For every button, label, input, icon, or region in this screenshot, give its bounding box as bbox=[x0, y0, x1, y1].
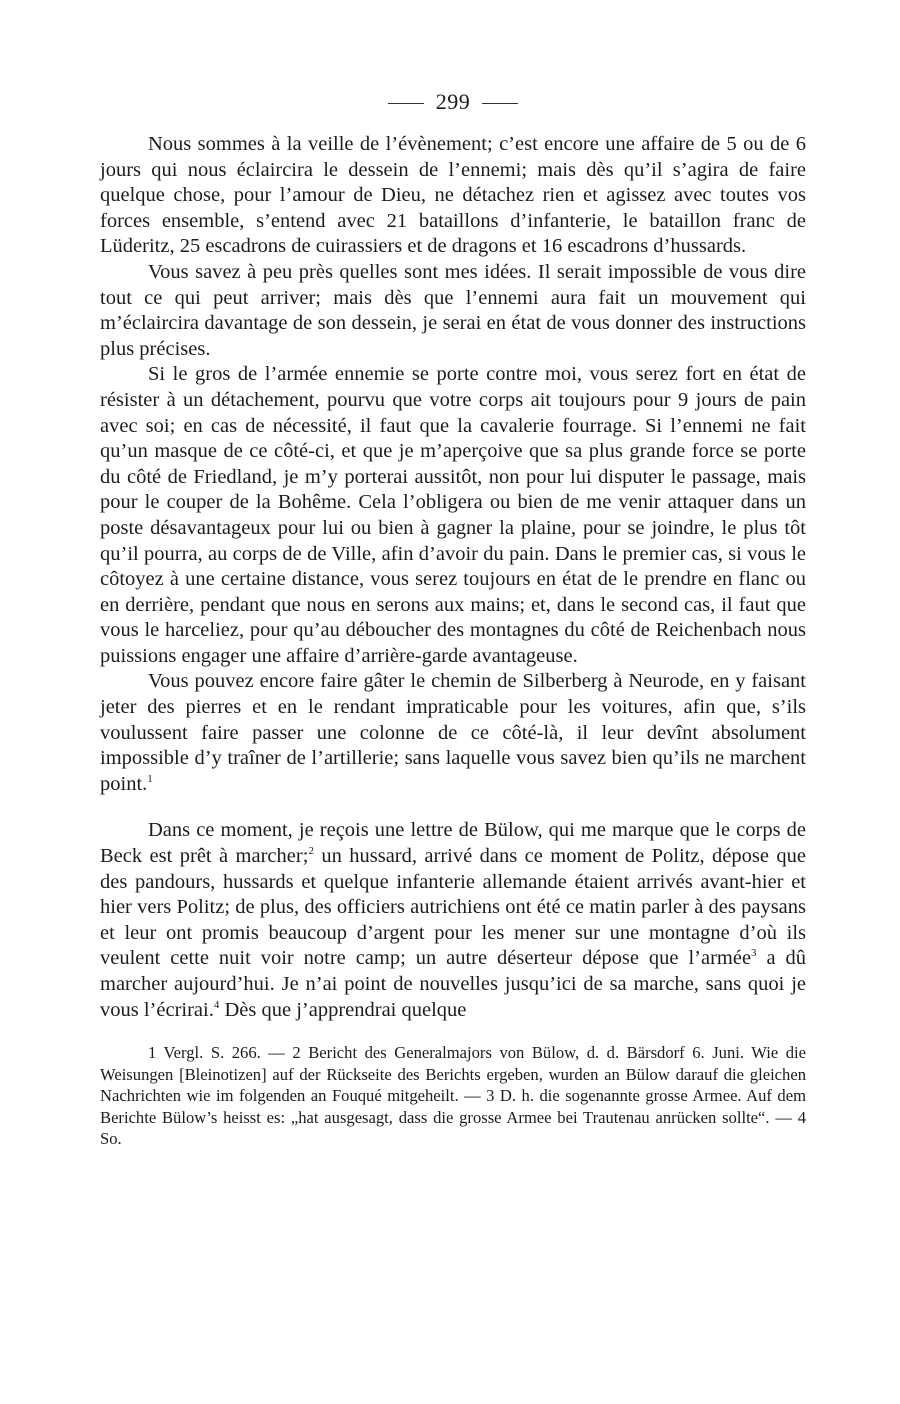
letter-body bbox=[100, 132, 806, 1023]
footnote-text: 1 Vergl. S. 266. — 2 Bericht des Generalmajors von Bülow, d. d. Bärsdorf 6. Juni. Wie die Weisungen [Bleinotizen] auf der Rückseite des Berichts ergeben, wurden an Bülow darauf die gleichen Nachrichten wie im folgenden an Fouqué mitgeheilt. — 3 D. h. die sogenannte grosse Armee. Auf dem Berichte Bülow’s heisst es: „hat ausgesagt, dass die grosse Armee bei Trautenau anrücken sollte“. — 4 So. bbox=[100, 1043, 806, 1149]
paragraph bbox=[100, 818, 806, 1023]
paragraph bbox=[100, 132, 806, 260]
paragraph-text: Nous sommes à la veille de l’évènement; c’est encore une affaire de 5 ou de 6 jours qui nous éclaircira le dessein de l’ennemi; mais dès qu’il s’agira de faire quelque chose, pour l’amour de Dieu, ne détachez rien et agissez avec toutes vos forces ensemble, s’entend avec 21 bataillons d’infanterie, le bataillon franc de Lüderitz, 25 escadrons de cuirassiers et de dragons et 16 escadrons d’hussards. bbox=[100, 133, 806, 258]
paragraph-text: Vous pouvez encore faire gâter le chemin de Silberberg à Neurode, en y faisant jeter des pierres et en le rendant impraticable pour les voitures, afin que, s’ils voulussent faire passer une colonne de ce côté-là, il leur devînt absolument impossible d’y traîner de l’artillerie; sans laquelle vous savez bien qu’ils ne marchent point. bbox=[100, 670, 806, 795]
paragraph bbox=[100, 362, 806, 669]
paragraph-text: Vous savez à peu près quelles sont mes idées. Il serait impossible de vous dire tout ce qui peut arriver; mais dès que l’ennemi aura fait un mouvement qui m’éclaircira davantage de son dessein, je serai en état de vous donner des instructions plus précises. bbox=[100, 260, 806, 360]
paragraph bbox=[100, 260, 806, 362]
footnotes bbox=[100, 1042, 806, 1150]
paragraph-text: Dans ce moment, je reçois une lettre de Bülow, qui me marque que le corps de Beck est prêt à marcher; bbox=[100, 819, 806, 868]
document-page bbox=[100, 84, 806, 1150]
paragraph bbox=[100, 669, 806, 797]
page-number: 299 bbox=[435, 89, 471, 114]
paragraph-text: un hussard, arrivé dans ce moment de Politz, dépose que des pandours, hussards et quelque infanterie allemande étaient arrivés avant-hier et hier vers Politz; de plus, des officiers autrichiens ont été ce matin parler à des paysans et leur ont promis beaucoup d’argent pour les mener sur une montagne d’où ils veulent cette nuit voir notre camp; un autre déserteur dépose que l’armée bbox=[100, 845, 806, 970]
paragraph-text: Dès que j’apprendrai quelque bbox=[219, 998, 467, 1021]
header-rule-right bbox=[482, 103, 518, 104]
footnote-marker: 3 bbox=[751, 947, 757, 960]
paragraph-text: Si le gros de l’armée ennemie se porte contre moi, vous serez fort en état de résister à un détachement, pourvu que votre corps ait toujours pour 9 jours de pain avec soi; en cas de nécessité, il faut que la cavalerie fourrage. Si l’ennemi ne fait qu’un masque de ce côté-ci, et que je m’aperçoive que sa plus grande force se porte du côté de Friedland, je m’y porterai aussitôt, non pour lui disputer le passage, mais pour le couper de la Bohême. Cela l’obligera ou bien de me venir attaquer dans un poste désavantageux pour lui ou bien à gagner la plaine, pour se joindre, le plus tôt qu’il pourra, au corps de de Ville, afin d’avoir du pain. Dans le premier cas, si vous le côtoyez à une certaine distance, vous serez toujours en état de le prendre en flanc ou en derrière, pendant que nous en serons aux mains; et, dans le second cas, il faut que vous le harceliez, pour qu’au déboucher des montagnes du côté de Reichenbach nous puissions engager une affaire d’arrière-garde avantageuse. bbox=[100, 363, 806, 667]
footnote-marker: 1 bbox=[147, 772, 153, 785]
footnote-marker: 2 bbox=[308, 845, 314, 858]
header-rule-left bbox=[388, 103, 424, 104]
page-header bbox=[100, 84, 806, 120]
paragraph-text: a dû marcher aujourd’hui. Je n’ai point de nouvelles jusqu’ici de sa marche, sans quoi je vous l’écrirai. bbox=[100, 947, 806, 1021]
footnote-marker: 4 bbox=[213, 998, 220, 1011]
